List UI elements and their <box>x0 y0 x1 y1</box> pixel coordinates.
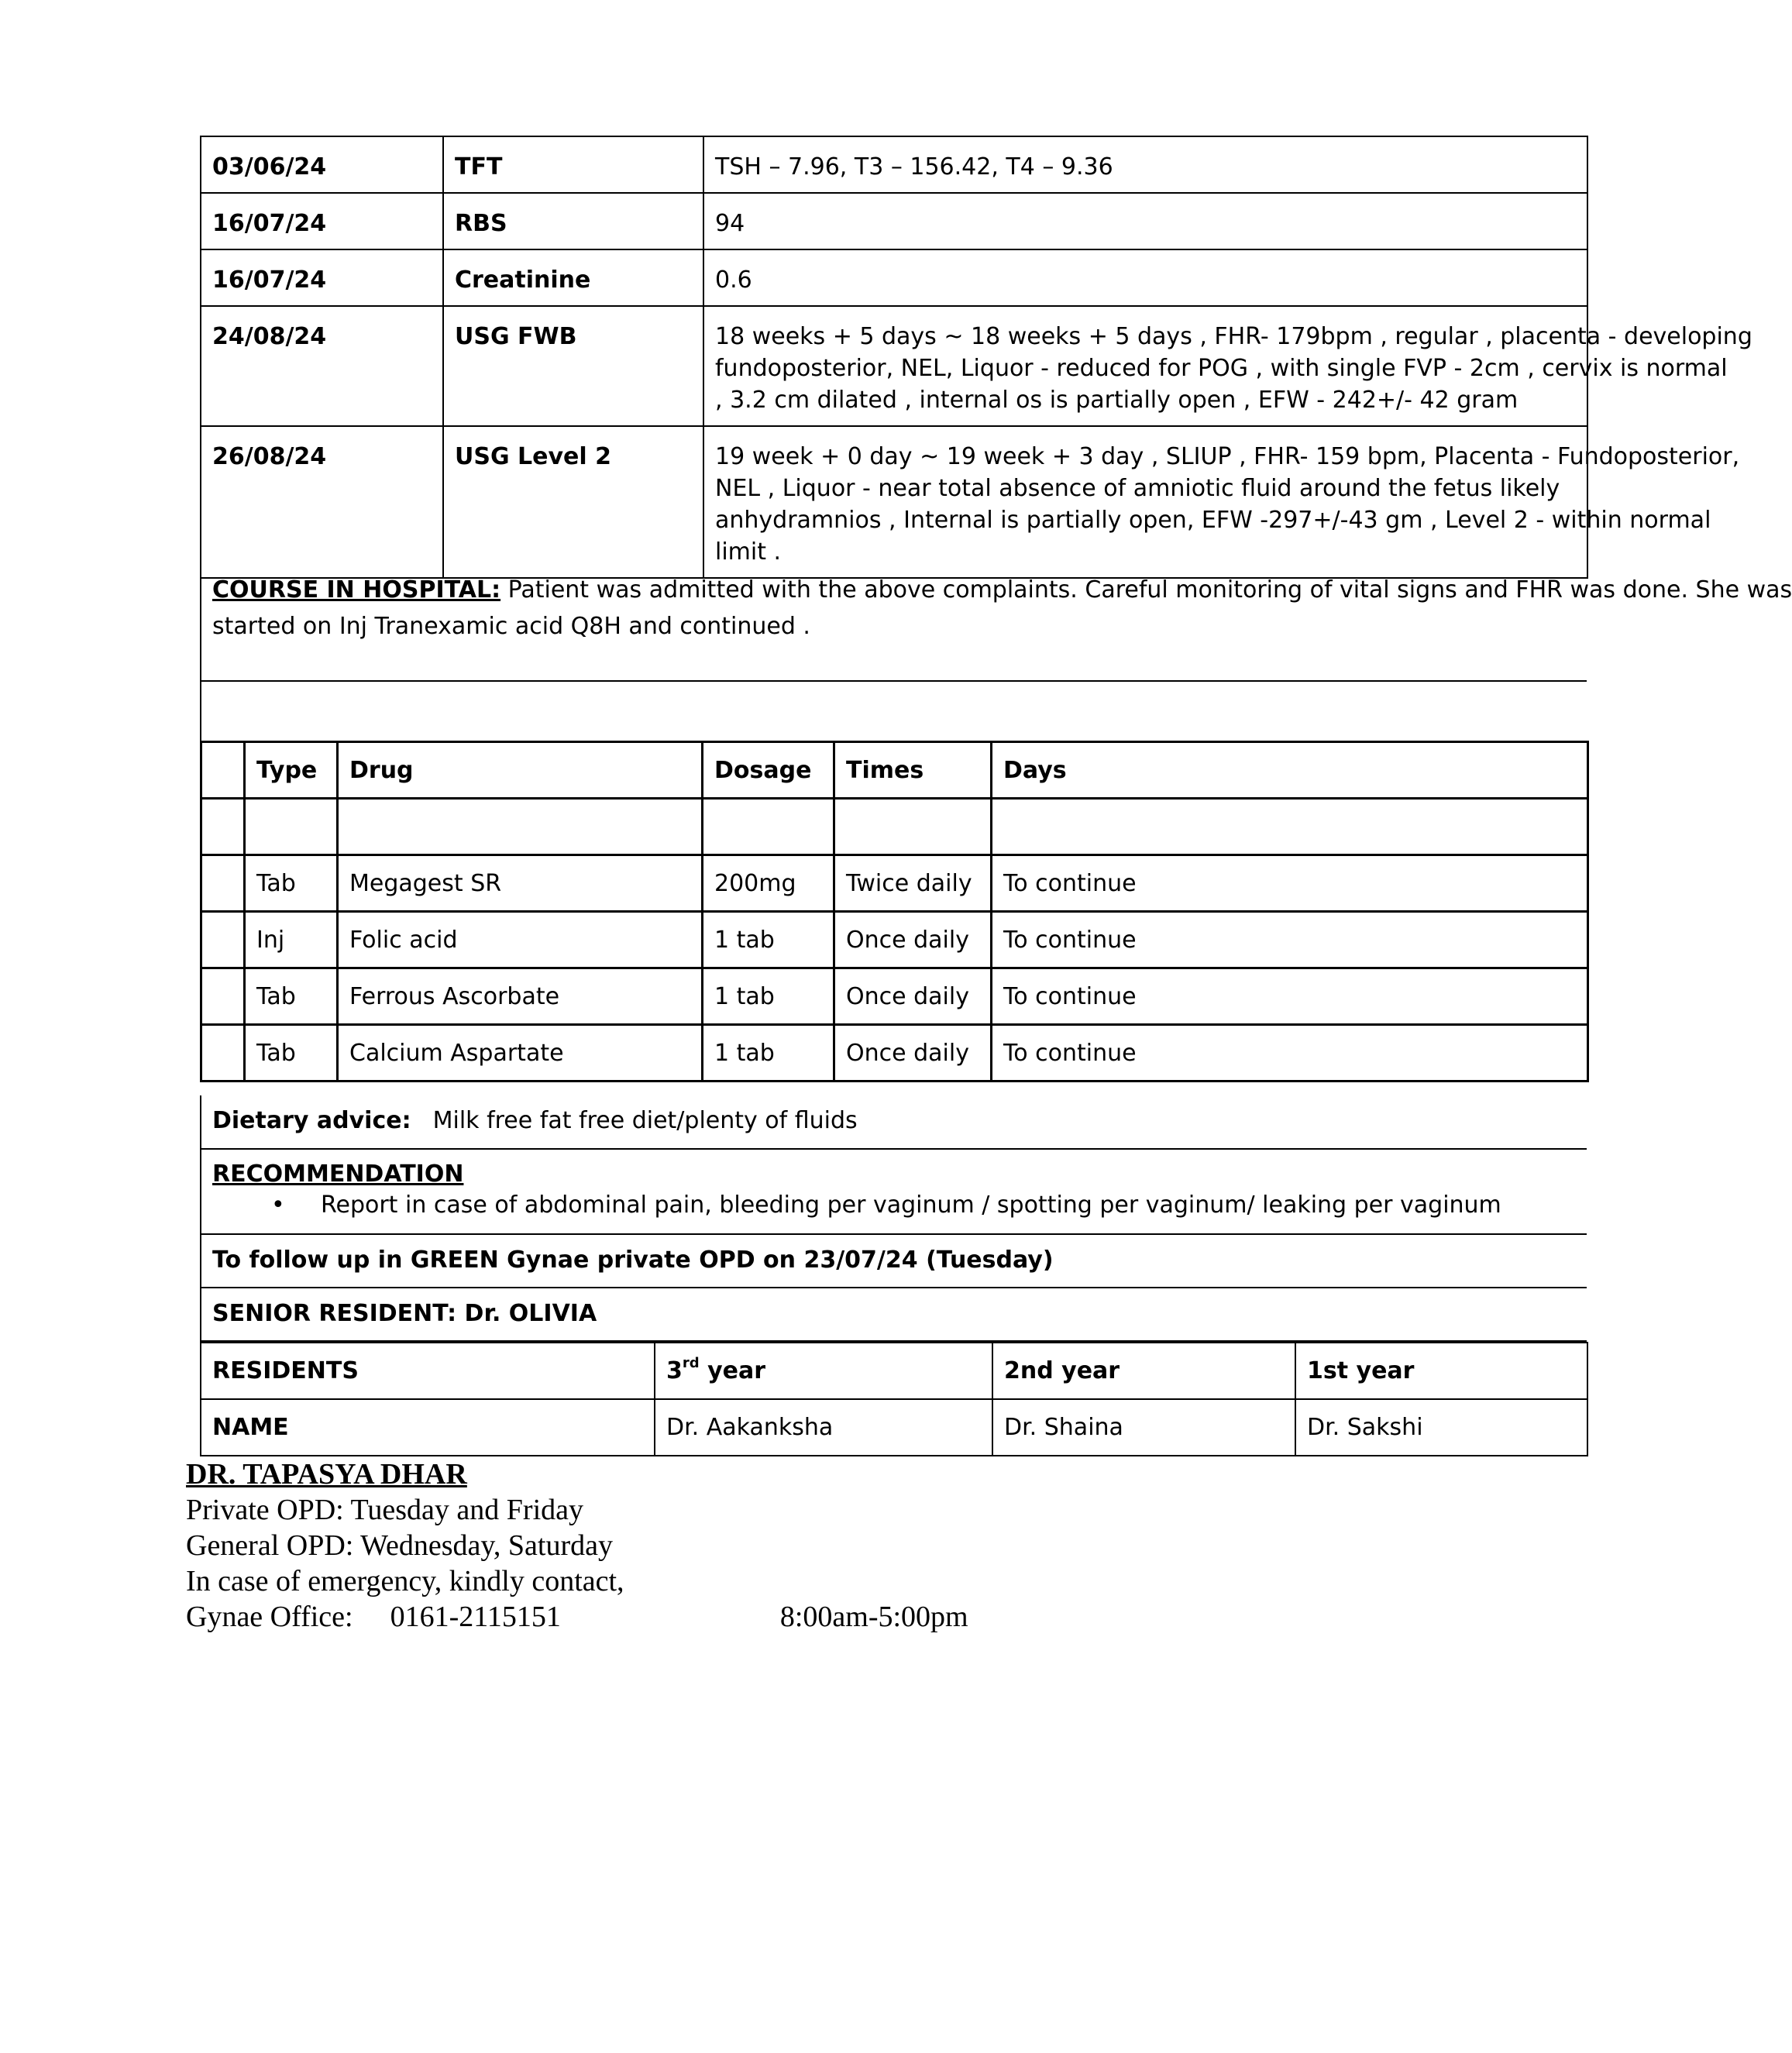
investigation-test: USG FWB <box>443 306 703 426</box>
med-type: Inj <box>245 912 338 968</box>
header-type: Type <box>245 742 338 799</box>
investigation-result <box>703 193 1587 249</box>
name-label: NAME <box>201 1399 655 1456</box>
med-drug: Ferrous Ascorbate <box>338 968 703 1025</box>
investigation-date: 26/08/24 <box>201 426 443 578</box>
course-in-hospital <box>200 559 1792 682</box>
med-type: Tab <box>245 855 338 912</box>
med-days: To continue <box>992 1025 1588 1082</box>
office-line <box>186 1599 968 1635</box>
table-row <box>201 249 1587 306</box>
investigation-test: Creatinine <box>443 249 703 306</box>
residents-label: RESIDENTS <box>201 1343 655 1399</box>
course-line-2: started on Inj Tranexamic acid Q8H and continued . <box>212 613 810 640</box>
medications-table <box>200 741 1589 1082</box>
list-item <box>212 1190 1576 1221</box>
med-times: Twice daily <box>834 855 992 912</box>
index-cell <box>201 855 245 912</box>
third-year-suffix: rd <box>682 1355 700 1371</box>
investigation-result <box>703 306 1752 426</box>
recommendation-text: Report in case of abdominal pain, bleeding per vaginum / spotting per vaginum/ leaking per vaginum <box>321 1192 1501 1219</box>
result-line: 18 weeks + 5 days ~ 18 weeks + 5 days , FHR- 179bpm , regular , placenta - developing <box>715 323 1752 350</box>
empty-cell <box>834 799 992 855</box>
empty-cell <box>338 799 703 855</box>
med-times: Once daily <box>834 1025 992 1082</box>
med-dosage: 200mg <box>703 855 834 912</box>
index-cell <box>201 742 245 799</box>
med-days: To continue <box>992 855 1588 912</box>
residents-table <box>200 1342 1588 1456</box>
investigation-test: RBS <box>443 193 703 249</box>
med-drug: Calcium Aspartate <box>338 1025 703 1082</box>
office-phone: 0161-2115151 <box>390 1601 561 1633</box>
course-heading: COURSE IN HOSPITAL: <box>212 576 501 604</box>
med-type: Tab <box>245 968 338 1025</box>
doctor-name: DR. TAPASYA DHAR <box>186 1458 467 1491</box>
index-cell <box>201 968 245 1025</box>
senior-resident: SENIOR RESIDENT: Dr. OLIVIA <box>200 1288 1587 1342</box>
investigation-date: 16/07/24 <box>201 249 443 306</box>
dietary-text: Milk free fat free diet/plenty of fluids <box>432 1107 858 1134</box>
result-line: 0.6 <box>715 267 752 294</box>
table-row <box>201 306 1587 426</box>
general-opd: General OPD: Wednesday, Saturday <box>186 1529 613 1562</box>
course-text: Patient was admitted with the above complaints. Careful monitoring of vital signs and FHR was done. She was <box>500 576 1792 604</box>
med-times: Once daily <box>834 912 992 968</box>
table-row <box>201 426 1587 578</box>
result-line: , 3.2 cm dilated , internal os is partially open , EFW - 242+/- 42 gram <box>715 387 1519 414</box>
investigation-test: USG Level 2 <box>443 426 703 578</box>
result-line: limit . <box>715 538 782 566</box>
doctor-footer <box>186 1456 968 1635</box>
table-row <box>201 1399 1587 1456</box>
table-row <box>201 799 1588 855</box>
index-cell <box>201 1025 245 1082</box>
med-dosage: 1 tab <box>703 1025 834 1082</box>
result-line: NEL , Liquor - near total absence of amniotic fluid around the fetus likely <box>715 475 1560 502</box>
investigation-result <box>703 249 1587 306</box>
bullet-icon: • <box>271 1192 285 1219</box>
med-times: Once daily <box>834 968 992 1025</box>
med-type: Tab <box>245 1025 338 1082</box>
residents-header-row <box>201 1343 1587 1399</box>
follow-up-note: To follow up in GREEN Gynae private OPD on 23/07/24 (Tuesday) <box>200 1235 1587 1288</box>
header-times: Times <box>834 742 992 799</box>
investigations-table <box>200 136 1752 579</box>
empty-cell <box>703 799 834 855</box>
table-row <box>201 193 1587 249</box>
med-dosage: 1 tab <box>703 968 834 1025</box>
second-year-name: Dr. Shaina <box>992 1399 1295 1456</box>
med-drug: Megagest SR <box>338 855 703 912</box>
third-year-number: 3 <box>666 1357 683 1384</box>
med-dosage: 1 tab <box>703 912 834 968</box>
first-year-header: 1st year <box>1295 1343 1587 1399</box>
recommendation-heading: RECOMMENDATION <box>212 1161 464 1188</box>
table-row <box>201 136 1587 193</box>
empty-cell <box>245 799 338 855</box>
third-year-word: year <box>699 1357 766 1384</box>
dietary-advice <box>200 1095 1587 1150</box>
header-dosage: Dosage <box>703 742 834 799</box>
result-line: 94 <box>715 210 745 237</box>
office-hours: 8:00am-5:00pm <box>779 1601 968 1633</box>
investigation-result <box>703 136 1587 193</box>
result-line: anhydramnios , Internal is partially open, EFW -297+/-43 gm , Level 2 - within normal <box>715 507 1711 534</box>
table-row <box>201 1025 1588 1082</box>
spacer-row <box>200 682 1587 741</box>
investigation-test: TFT <box>443 136 703 193</box>
investigation-result <box>703 426 1740 578</box>
course-line-1 <box>212 572 1792 608</box>
investigation-date: 24/08/24 <box>201 306 443 426</box>
table-row <box>201 855 1588 912</box>
med-days: To continue <box>992 912 1588 968</box>
index-cell <box>201 912 245 968</box>
med-drug: Folic acid <box>338 912 703 968</box>
header-days: Days <box>992 742 1588 799</box>
office-label: Gynae Office: <box>186 1601 353 1633</box>
medication-header-row <box>201 742 1588 799</box>
dietary-label: Dietary advice: <box>212 1107 411 1134</box>
result-line: fundoposterior, NEL, Liquor - reduced for POG , with single FVP - 2cm , cervix is normal <box>715 355 1728 382</box>
third-year-header <box>655 1343 992 1399</box>
table-row <box>201 912 1588 968</box>
investigation-date: 16/07/24 <box>201 193 443 249</box>
empty-cell <box>201 799 245 855</box>
recommendation-section <box>200 1150 1587 1235</box>
med-days: To continue <box>992 968 1588 1025</box>
emergency-note: In case of emergency, kindly contact, <box>186 1565 624 1597</box>
private-opd: Private OPD: Tuesday and Friday <box>186 1494 583 1526</box>
result-line: 19 week + 0 day ~ 19 week + 3 day , SLIUP , FHR- 159 bpm, Placenta - Fundoposterior, <box>715 443 1740 470</box>
investigation-date: 03/06/24 <box>201 136 443 193</box>
first-year-name: Dr. Sakshi <box>1295 1399 1587 1456</box>
result-line: TSH – 7.96, T3 – 156.42, T4 – 9.36 <box>715 153 1113 181</box>
empty-cell <box>992 799 1588 855</box>
second-year-header: 2nd year <box>992 1343 1295 1399</box>
header-drug: Drug <box>338 742 703 799</box>
third-year-name: Dr. Aakanksha <box>655 1399 992 1456</box>
table-row <box>201 968 1588 1025</box>
